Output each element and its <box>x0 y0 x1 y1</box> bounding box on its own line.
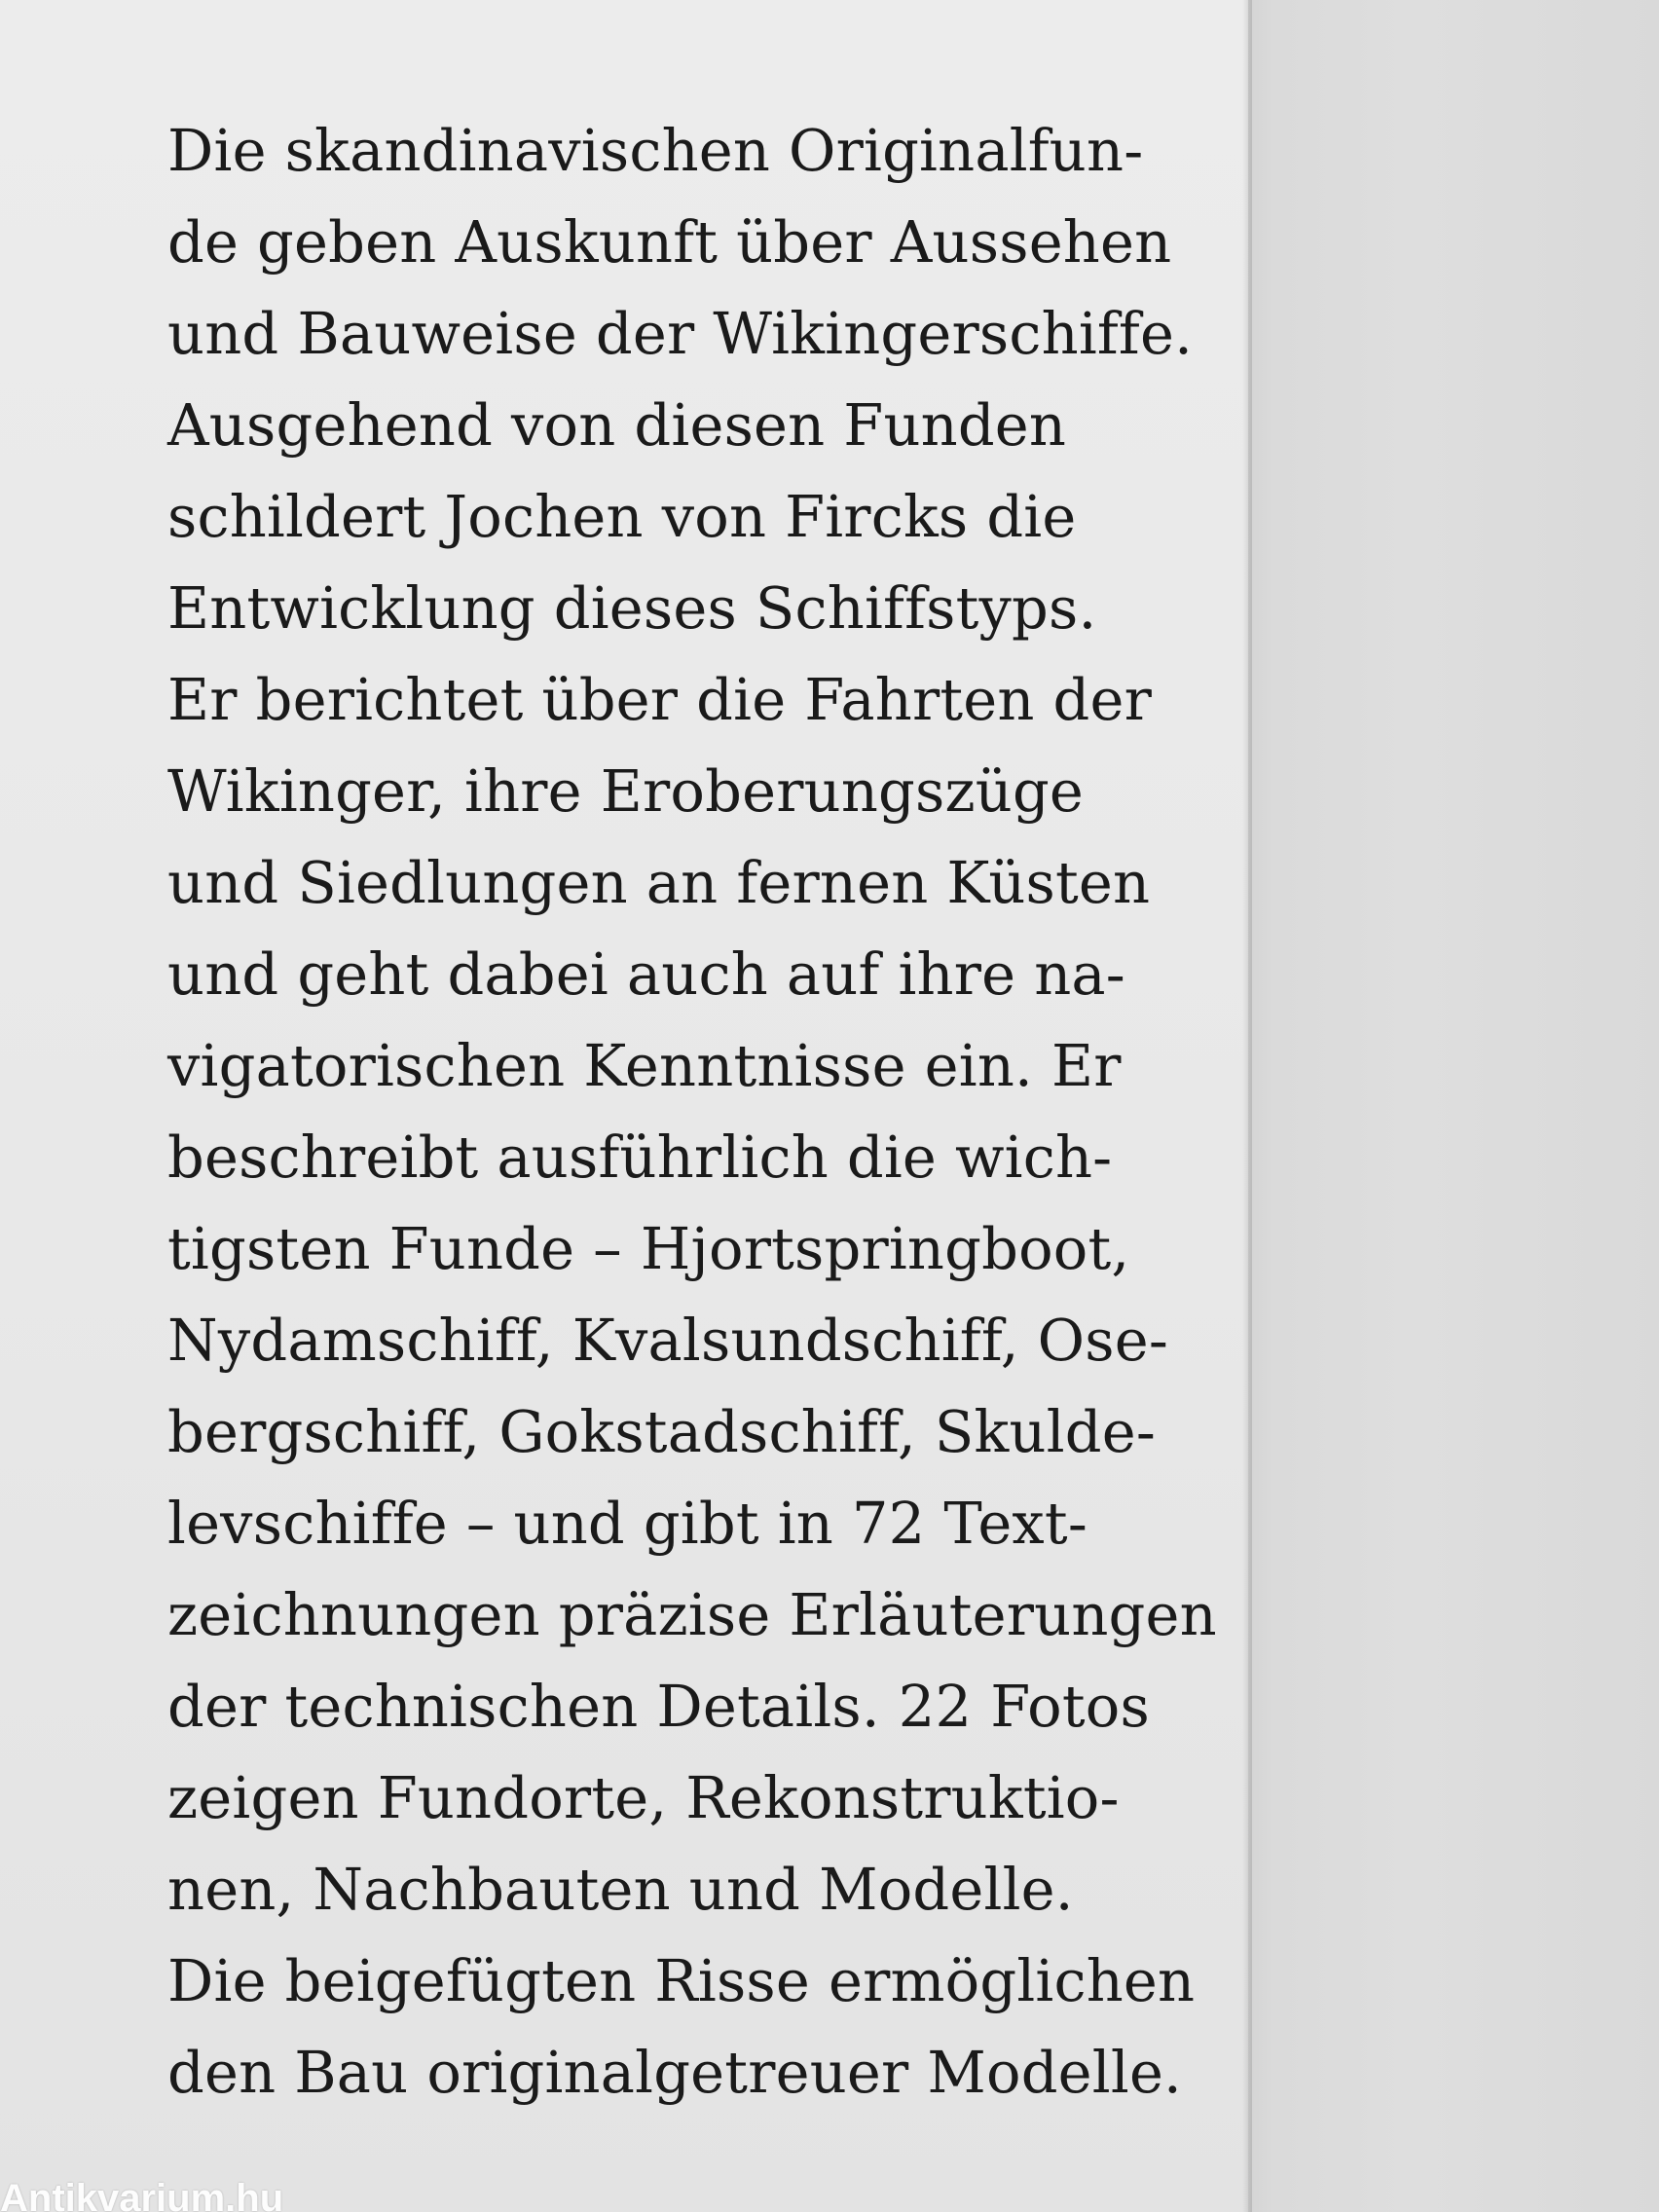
text-line: den Bau originalgetreuer Modelle. <box>167 2039 1183 2106</box>
page-edge-shadow <box>1242 0 1252 2212</box>
text-line: zeichnungen präzise Erläuterungen <box>167 1581 1217 1648</box>
text-line: Die skandinavischen Originalfun- <box>167 117 1144 184</box>
text-line: Er berichtet über die Fahrten der <box>167 666 1153 733</box>
text-line: Entwicklung dieses Schiffstyps. <box>167 574 1097 642</box>
text-line: Nydamschiff, Kvalsundschiff, Ose- <box>167 1307 1168 1374</box>
watermark: Antikvarium.hu <box>0 2177 284 2212</box>
adjacent-page-edge <box>1248 0 1659 2212</box>
text-line: beschreibt ausführlich die wich- <box>167 1124 1113 1191</box>
text-line: vigatorischen Kenntnisse ein. Er <box>167 1032 1122 1099</box>
text-line: zeigen Fundorte, Rekonstruktio- <box>167 1764 1120 1831</box>
text-line: und Siedlungen an fernen Küsten <box>167 849 1151 916</box>
text-line: der technischen Details. 22 Fotos <box>167 1673 1150 1740</box>
text-line: und Bauweise der Wikingerschiffe. <box>167 300 1194 367</box>
text-line: Ausgehend von diesen Funden <box>167 391 1067 459</box>
text-line: tigsten Funde – Hjortspringboot, <box>167 1215 1130 1282</box>
text-line: de geben Auskunft über Aussehen <box>167 208 1172 276</box>
blurb-text-block <box>167 105 1217 2119</box>
text-line: Wikinger, ihre Eroberungszüge <box>167 757 1085 825</box>
text-line: Die beigefügten Risse ermöglichen <box>167 1947 1196 2014</box>
text-line: und geht dabei auch auf ihre na- <box>167 940 1125 1008</box>
text-line: bergschiff, Gokstadschiff, Skulde- <box>167 1398 1156 1465</box>
text-line: nen, Nachbauten und Modelle. <box>167 1856 1074 1923</box>
text-line: schildert Jochen von Fircks die <box>167 483 1077 550</box>
text-line: levschiffe – und gibt in 72 Text- <box>167 1490 1088 1557</box>
